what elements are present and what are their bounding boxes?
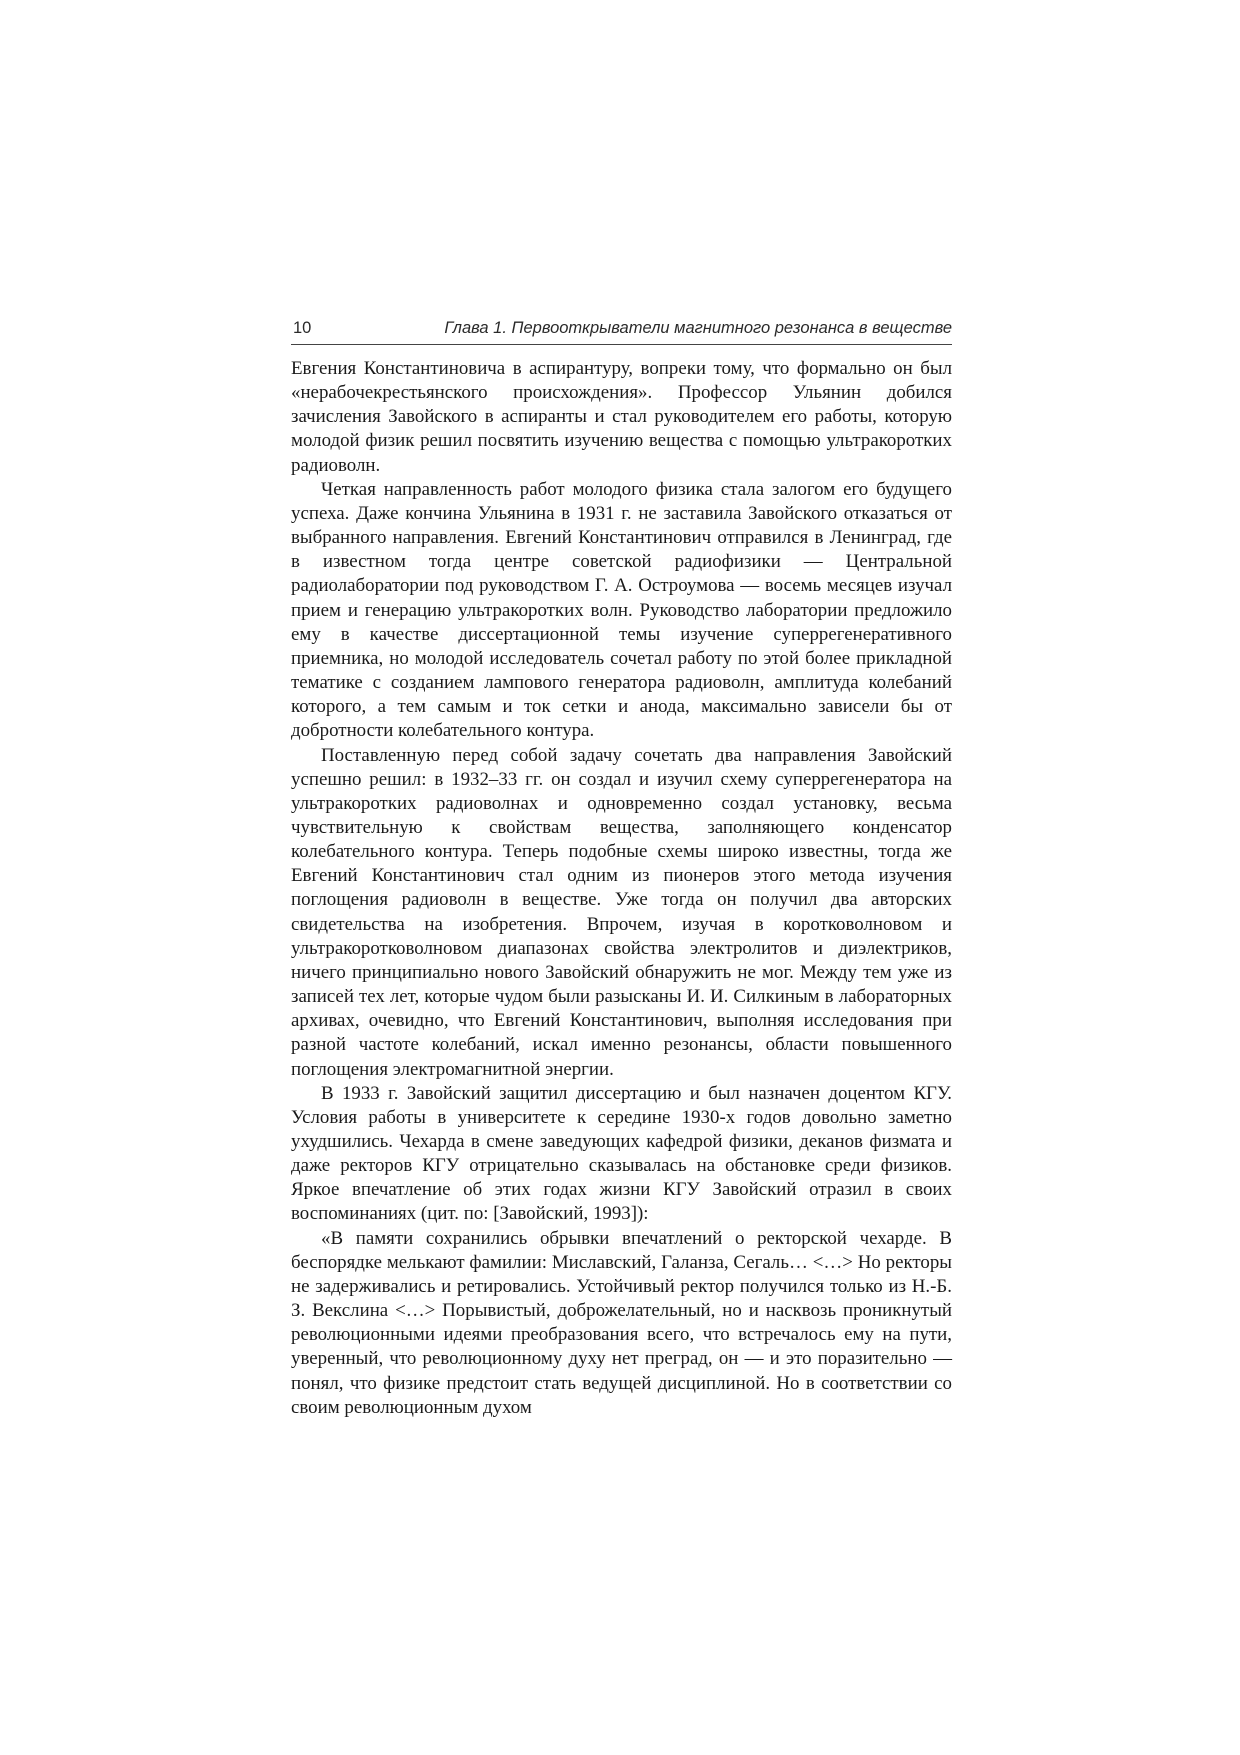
paragraph: Поставленную перед собой задачу сочетать два направления Завойский успешно решил: в 1932–33 гг. он создал и изучил схему суперрегенератора на ультракоротких радиоволнах и одновременно создал установку, весьма чувствительную к свойствам вещества, заполняющего конденсатор колебательного контура. Теперь подобные схемы широко известны, тогда же Евгений Константинович стал одним из пионеров этого метода изучения поглощения радиоволн в веществе. Уже тогда он получил два авторских свидетельства на изобретения. Впрочем, изучая в коротковолновом и ультракоротковолновом диапазонах свойства электролитов и диэлектриков, ничего принципиально нового Завойский обнаружить не мог. Между тем уже из записей тех лет, которые чудом были разысканы И. И. Силкиным в лабораторных архивах, очевидно, что Евгений Константинович, выполняя исследования при разной частоте колебаний, искал именно резонансы, области повышенного поглощения электромагнитной энергии. <box>291 744 952 1080</box>
body-text <box>291 357 952 1420</box>
book-page <box>291 318 952 1420</box>
paragraph: В 1933 г. Завойский защитил диссертацию и был назначен доцентом КГУ. Условия работы в университете к середине 1930-х годов довольно заметно ухудшились. Чехарда в смене заведующих кафедрой физики, деканов физмата и даже ректоров КГУ отрицательно сказывалась на обстановке среди физиков. Яркое впечатление об этих годах жизни КГУ Завойский отразил в своих воспоминаниях (цит. по: [Завойский, 1993]): <box>291 1082 952 1225</box>
page-number: 10 <box>293 319 312 337</box>
paragraph-continuation: Евгения Константиновича в аспирантуру, вопреки тому, что формально он был «нерабочекрестьянского происхождения». Профессор Ульянин добился зачисления Завойского в аспиранты и стал руководителем его работы, которую молодой физик решил посвятить изучению вещества с помощью ультракоротких радиоволн. <box>291 358 952 476</box>
paragraph: Четкая направленность работ молодого физика стала залогом его будущего успеха. Даже кончина Ульянина в 1931 г. не заставила Завойского отказаться от выбранного направления. Евгений Константинович отправился в Ленинград, где в известном тогда центре советской радиофизики — Центральной радиолаборатории под руководством Г. А. Остроумова — восемь месяцев изучал прием и генерацию ультракоротких волн. Руководство лаборатории предложило ему в качестве диссертационной темы изучение суперрегенеративного приемника, но молодой исследователь сочетал работу по этой более прикладной тематике с созданием лампового генератора радиоволн, амплитуда колебаний которого, а тем самым и ток сетки и анода, максимально зависели бы от добротности колебательного контура. <box>291 478 952 742</box>
chapter-title: Глава 1. Первооткрыватели магнитного резонанса в веществе <box>444 319 952 337</box>
quote-paragraph: «В памяти сохранились обрывки впечатлений о ректорской чехарде. В беспорядке мелькают фамилии: Миславский, Галанза, Сегаль… <…> Но ректоры не задерживались и ретировались. Устойчивый ректор получился только из Н.-Б. З. Векслина <…> Порывистый, доброжелательный, но и насквозь проникнутый революционными идеями преобразования всего, что встречалось ему на пути, уверенный, что революционному духу нет преград, он — и это поразительно — понял, что физике предстоит стать ведущей дисциплиной. Но в соответствии со своим революционным духом <box>291 1227 952 1418</box>
running-head <box>291 318 952 345</box>
